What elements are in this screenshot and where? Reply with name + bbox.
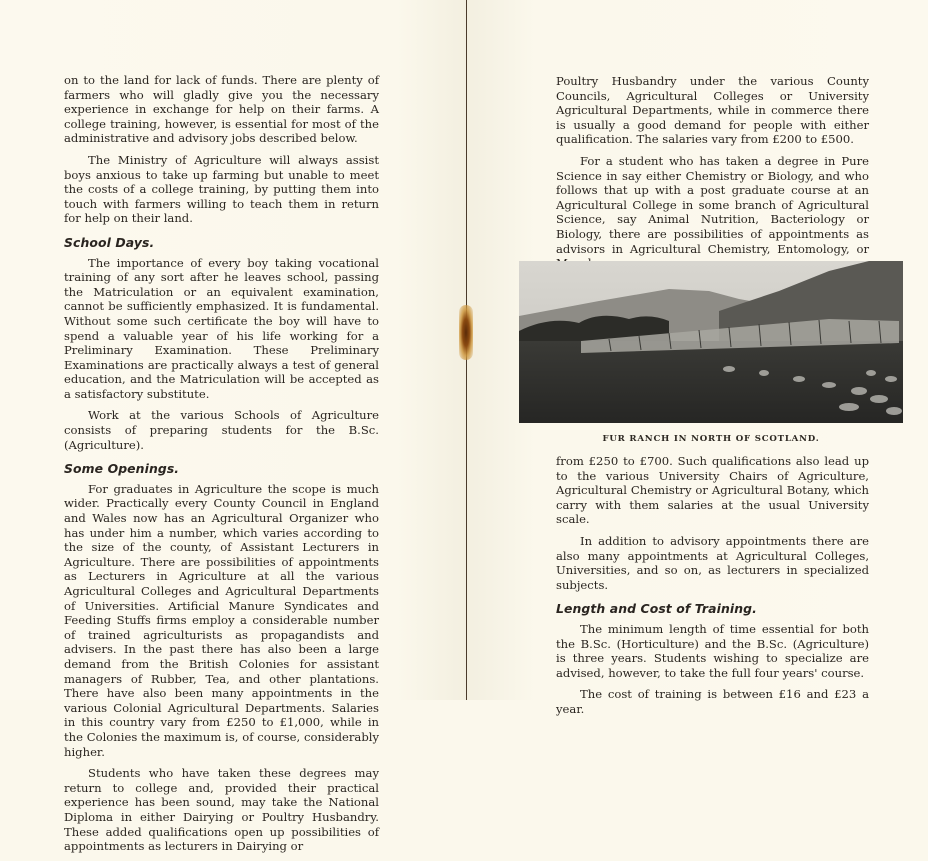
section-heading-some-openings: Some Openings. — [64, 461, 180, 477]
paragraph: on to the land for lack of funds. There are plenty of farmers who will gladly give you the necessary experience in exchange for help on their farms. A college training, however, is essential for most of the administrative and advisory jobs described below. — [64, 73, 379, 146]
figure-caption: FUR RANCH IN NORTH OF SCOTLAND. — [602, 434, 820, 444]
paragraph: Work at the various Schools of Agriculture consists of preparing students for the B.Sc. (Agriculture). — [64, 408, 379, 452]
paragraph: The cost of training is between £16 and £23 a year. — [556, 687, 869, 716]
paragraph: The minimum length of time essential for both the B.Sc. (Horticulture) and the B.Sc. (Agriculture) is three years. Students wishing to specialize are advised, however, to take the full four years' course. — [556, 621, 869, 680]
paragraph: For graduates in Agriculture the scope is much wider. Practically every County Council in England and Wales now has an Agricultural Organizer who has under him a number, which varies according to the size of the county, of Assistant Lecturers in Agriculture. There are possibilities of appointments as Lecturers in Agriculture at all the various Agricultural Colleges and Agricultural Departments of Universities. Artificial Manure Syndicates and Feeding Stuffs firms employ a considerable number of trained agriculturists as propagandists and advisers. In the past there has also been a large demand from the British Colonies for assistant managers of Rubber, Tea, and other plantations. There have also been many appointments in the various Colonial Agricultural Departments. Salaries in this country vary from £250 to £1,000, while in the Colonies the maximum is, of course, considerably higher. — [64, 481, 379, 759]
paragraph: The importance of every boy taking vocational training of any sort after he leaves school, passing the Matriculation or an equivalent examination, cannot be sufficiently emphasized. It is fundamental. Without some such certificate the boy will have to spend a valuable year of his life working for a Preliminary Examination. These Preliminary Examinations are practically always a test of general education, and the Matriculation will be accepted as a satisfactory substitute. — [64, 255, 379, 401]
paragraph: Students who have taken these degrees may return to college and, provided their practical experience has been sound, may take the National Diploma in either Dairying or Poultry Husbandry. These added qualifications open up possibilities of appointments as lecturers in Dairying or — [64, 766, 379, 854]
left-page-text — [64, 73, 379, 861]
paragraph: In addition to advisory appointments there are also many appointments at Agricultural Colleges, Universities, and so on, as lecturers in specialized subjects. — [556, 533, 869, 592]
right-page-text-bottom — [556, 454, 869, 724]
rusty-staple-mark — [459, 305, 473, 360]
section-heading-school-days: School Days. — [64, 234, 155, 250]
paragraph: Poultry Husbandry under the various County Councils, Agricultural Colleges or University Agricultural Departments, while in commerce there is usually a good demand for people with either qualification. The salaries vary from £200 to £500. — [556, 74, 869, 147]
photo-illustration — [519, 261, 903, 423]
paragraph: The Ministry of Agriculture will always assist boys anxious to take up farming but unable to meet the costs of a college training, by putting them into touch with farmers willing to teach them in return for help on their land. — [64, 152, 379, 226]
fur-ranch-photograph — [519, 261, 903, 423]
section-heading-length-and-cost: Length and Cost of Training. — [556, 601, 757, 617]
paragraph: from £250 to £700. Such qualifications also lead up to the various University Chairs of Agriculture, Agricultural Chemistry or Agricultural Botany, which carry with them salaries at the usual University scale. — [556, 454, 869, 527]
paragraph: For a student who has taken a degree in Pure Science in say either Chemistry or Biology, and who follows that up with a post graduate course at an Agricultural College in some branch of Agricultural Science, say Animal Nutrition, Bacteriology or Biology, there are possibilities of appointments as advisors in Agricultural Chemistry, Entomology, or — [556, 153, 869, 256]
